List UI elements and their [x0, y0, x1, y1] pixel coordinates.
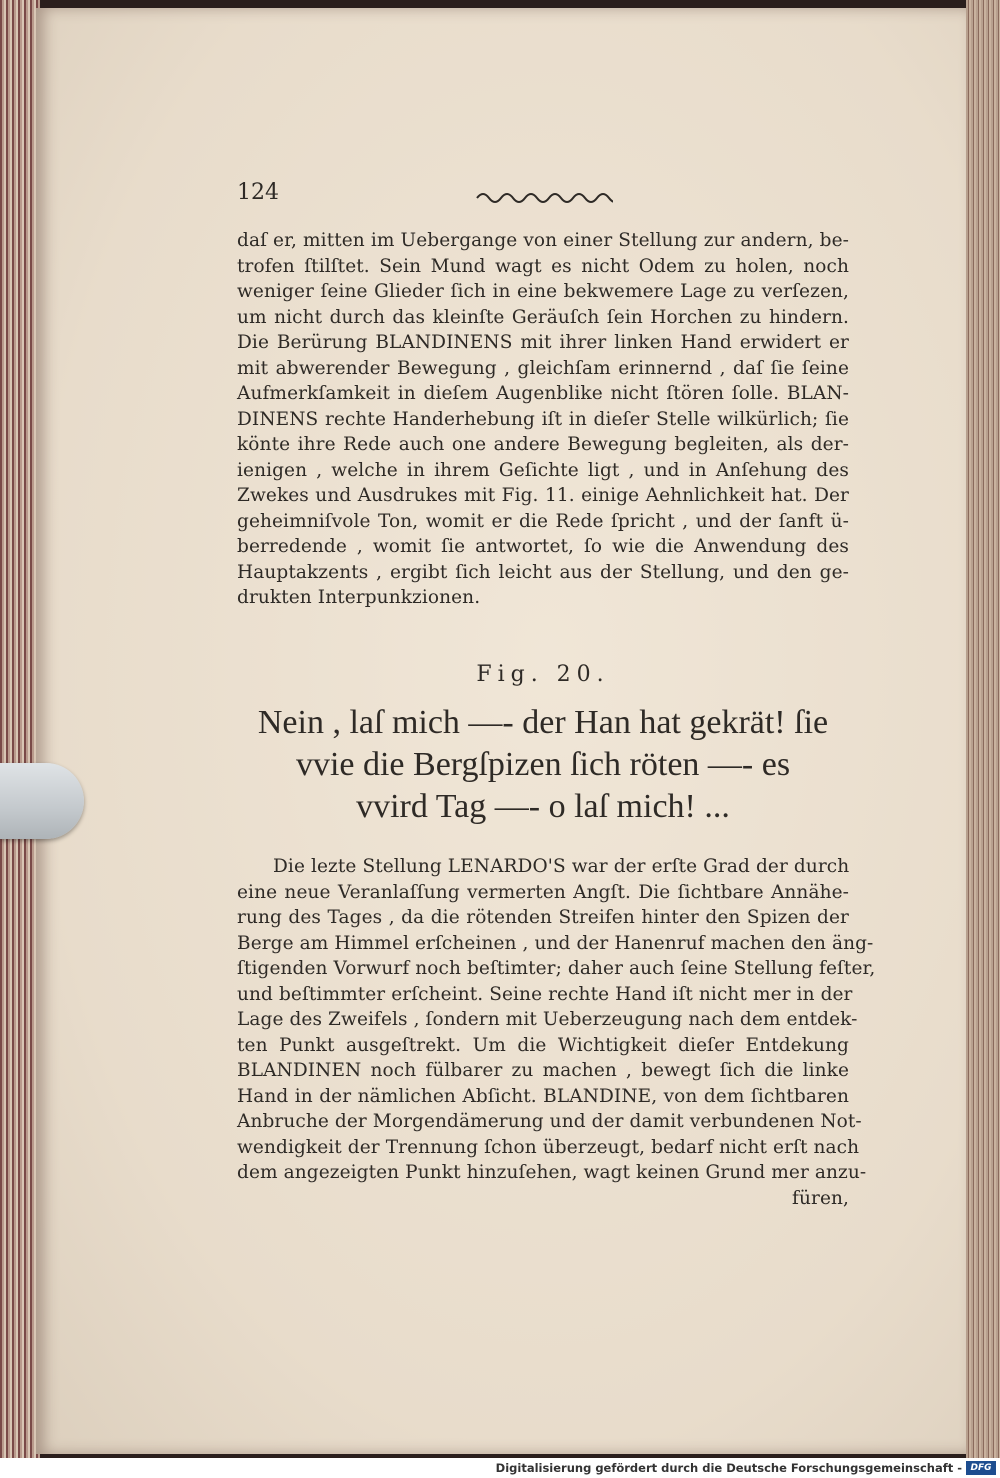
text-line: Die lezte Stellung LENARDO'S war der erſte Grad der durch: [273, 856, 850, 877]
paragraph-2: [237, 854, 876, 1211]
quote-line: Nein , laſ mich —- der Han hat gekrät! ſie: [257, 704, 829, 741]
text-line: um nicht durch das kleinſte Geräuſch ſein Horchen zu hindern.: [237, 306, 849, 328]
text-line: ſtigenden Vorwurf noch beſtimter; daher auch ſeine Stellung feſter,: [237, 958, 876, 979]
figure-quote: [237, 702, 849, 828]
text-line: Aufmerkſamkeit in dieſem Augenblike nicht ſtören ſolle. BLAN-: [237, 383, 849, 404]
text-line: und beſtimmter erſcheint. Seine rechte Hand iſt nicht mer in der: [237, 983, 853, 1005]
text-line: mit abwerender Bewegung , gleichſam erinnernd , daſ ſie ſeine: [237, 357, 849, 379]
text-line: dem angezeigten Punkt hinzuſehen, wagt keinen Grund mer anzu-: [237, 1162, 867, 1183]
text-line: Lage des Zweifels , ſondern mit Ueberzeugung nach dem entdek-: [237, 1009, 858, 1030]
ornament-rule: [475, 186, 613, 208]
quote-line: vvie die Bergſpizen ſich röten —- es: [295, 746, 791, 783]
text-line: DINENS rechte Handerhebung iſt in dieſer Stelle wilkürlich; ſie: [237, 408, 849, 430]
text-line: könte ihre Rede auch one andere Bewegung begleiten, als der-: [237, 434, 849, 455]
text-line: ienigen , welche in ihrem Geſichte ligt , und in Anſehung des: [237, 459, 849, 481]
page-number: 124: [237, 180, 279, 205]
text-line: berredende , womit ſie antwortet, ſo wie die Anwendung des: [237, 536, 849, 557]
text-line: rung des Tages , da die rötenden Streifen hinter den Spizen der: [237, 907, 849, 928]
text-line: daſ er, mitten im Uebergange von einer Stellung zur andern, be-: [237, 230, 849, 251]
text-line: Berge am Himmel erſcheinen , und der Hanenruf machen den äng-: [237, 932, 874, 954]
text-line: Anbruche der Morgendämerung und der damit verbundenen Not-: [237, 1111, 862, 1132]
text-line: Zwekes und Ausdrukes mit Fig. 11. einige Aehnlichkeit hat. Der: [237, 485, 849, 506]
quote-line: vvird Tag —- o laſ mich! ...: [356, 788, 730, 825]
text-line: ten Punkt ausgeſtrekt. Um die Wichtigkeit dieſer Entdekung: [237, 1034, 849, 1056]
dfg-logo: DFG: [966, 1461, 996, 1475]
text-line: BLANDINEN noch fülbarer zu machen , bewegt ſich die linke: [237, 1060, 849, 1081]
page-clip: [0, 763, 84, 839]
text-line: weniger ſeine Glieder ſich in eine bekwemere Lage zu verſezen,: [237, 281, 849, 302]
text-line: wendigkeit der Trennung ſchon überzeugt, bedarf nicht erſt nach: [237, 1136, 860, 1158]
text-line: Hand in der nämlichen Abſicht. BLANDINE, von dem ſichtbaren: [237, 1085, 849, 1107]
text-line: drukten Interpunkzionen.: [237, 587, 481, 608]
text-line: trofen ſtilſtet. Sein Mund wagt es nicht Odem zu holen, noch: [237, 255, 849, 277]
footer-bar: [0, 1458, 1000, 1478]
text-line: Die Berürung BLANDINENS mit ihrer linken Hand erwidert er: [237, 332, 849, 353]
paragraph-1: [237, 228, 849, 611]
text-line: eine neue Veranlaſſung vermerten Angſt. Die ſichtbare Annähe-: [237, 881, 849, 903]
book-edge-right: [966, 0, 1000, 1458]
book-edge-left: [0, 0, 40, 1458]
text-line: füren,: [792, 1187, 849, 1209]
figure-heading: Fig. 20.: [476, 662, 610, 687]
footer-credit: Digitalisierung gefördert durch die Deutsche Forschungsgemeinschaft -: [495, 1461, 962, 1475]
text-line: Hauptakzents , ergibt ſich leicht aus der Stellung, und den ge-: [237, 561, 849, 583]
text-line: geheimniſvole Ton, womit er die Rede ſpricht , und der ſanft ü-: [237, 510, 849, 532]
